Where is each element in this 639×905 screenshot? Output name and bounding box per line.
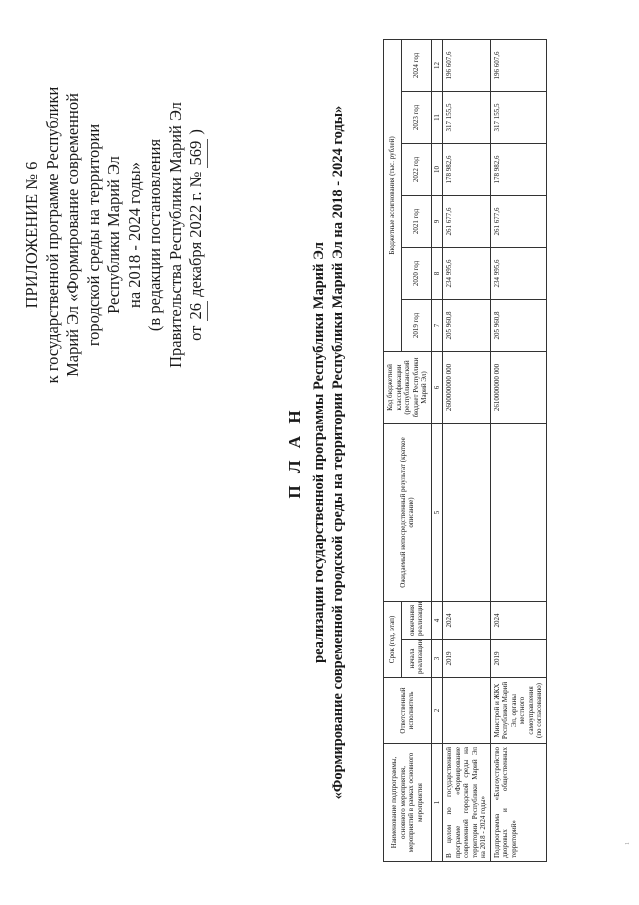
- row-start: 2019: [443, 640, 491, 678]
- row-value: 317 155,5: [490, 91, 546, 143]
- decree-date-line: [186, 15, 208, 455]
- title-subtitle-2: «Формирование современной городской среды на территории Республики Марий Эл на 2018 - 2024 годы»: [330, 105, 346, 800]
- row-executor: [443, 678, 491, 744]
- column-number: 3: [431, 640, 443, 678]
- row-value: 196 607,6: [443, 39, 491, 91]
- row-start: 2019: [490, 640, 546, 678]
- date-rest: декабря 2022 г. №: [186, 171, 205, 297]
- row-code: 2610000000 000: [490, 351, 546, 423]
- appendix-line: ПРИЛОЖЕНИЕ № 6: [22, 161, 41, 309]
- header-term: Срок (год, этап): [384, 601, 402, 677]
- appendix-line: на 2018 - 2024 годы»: [124, 162, 144, 309]
- row-value: 196 607,6: [490, 39, 546, 91]
- row-value: 205 960,8: [490, 299, 546, 351]
- title-subtitle: реализации государственной программы Республики Марий Эл: [311, 242, 327, 663]
- decree-number: 569: [186, 139, 208, 168]
- row-value: 261 677,6: [490, 195, 546, 247]
- row-end: 2024: [443, 601, 491, 639]
- header-year: 2024 год: [402, 39, 431, 91]
- appendix-line: к государственной программе Республики: [42, 86, 62, 384]
- header-term-start: начала реализации: [402, 640, 431, 678]
- appendix-line: Правительства Республики Марий Эл: [165, 102, 185, 368]
- column-number: 7: [431, 299, 443, 351]
- date-day: 26: [186, 301, 208, 322]
- column-number: 4: [431, 601, 443, 639]
- row-value: 317 155,5: [443, 91, 491, 143]
- column-number: 5: [431, 423, 443, 601]
- date-prefix: от: [186, 325, 205, 341]
- column-number: 12: [431, 39, 443, 91]
- column-number: 11: [431, 91, 443, 143]
- header-year: 2023 год: [402, 91, 431, 143]
- header-term-end: окончания реализации: [402, 601, 431, 639]
- appendix-line: городской среды на территории: [83, 123, 103, 347]
- column-number-row: [431, 39, 443, 861]
- title-main: П Л А Н: [285, 406, 304, 499]
- row-name: Подпрограмма «Благоустройство дворовых и общественных территорий»: [490, 744, 546, 862]
- column-number: 10: [431, 143, 443, 195]
- table-row: [490, 39, 546, 861]
- header-budget: Бюджетные ассигнования (тыс. рублей): [384, 39, 402, 351]
- header-year: 2019 год: [402, 299, 431, 351]
- table-row: [443, 39, 491, 861]
- row-code: 2600000000 000: [443, 351, 491, 423]
- row-result: [443, 423, 491, 601]
- row-value: 234 995,6: [490, 247, 546, 299]
- header-name: Наименование подпрограммы, основного мероприятия, мероприятий в рамках основного мероприятия: [384, 744, 432, 862]
- column-number: 1: [431, 744, 443, 862]
- row-value: 234 995,6: [443, 247, 491, 299]
- row-executor: Минстрой и ЖКХ Республики Марий Эл, органы местного самоуправления (по согласованию): [490, 678, 546, 744]
- row-value: 178 982,6: [490, 143, 546, 195]
- header-executor: Ответственный исполнитель: [384, 678, 432, 744]
- header-year: 2021 год: [402, 195, 431, 247]
- page-number: 1: [625, 842, 631, 845]
- header-code: Код бюджетной классификации (республиканский бюджет Республики Марий Эл): [384, 351, 432, 423]
- appendix-header: [22, 15, 208, 455]
- header-year: 2022 год: [402, 143, 431, 195]
- column-number: 8: [431, 247, 443, 299]
- row-result: [490, 423, 546, 601]
- row-name: В целом по государственной программе «Формирование современной городской среды на территории Республики Марий Эл на 2018 - 2024 годы»: [443, 744, 491, 862]
- appendix-line: Республики Марий Эл: [104, 156, 123, 314]
- header-result: Ожидаемый непосредственный результат (краткое описание): [384, 423, 432, 601]
- column-number: 6: [431, 351, 443, 423]
- date-suffix: ): [186, 129, 205, 135]
- document-title: [285, 0, 347, 905]
- row-value: 261 677,6: [443, 195, 491, 247]
- appendix-line: (в редакции постановления: [145, 138, 164, 332]
- plan-table: [383, 39, 547, 862]
- row-value: 205 960,8: [443, 299, 491, 351]
- column-number: 9: [431, 195, 443, 247]
- appendix-line: Марий Эл «Формирование современной: [63, 93, 82, 377]
- column-number: 2: [431, 678, 443, 744]
- row-end: 2024: [490, 601, 546, 639]
- header-year: 2020 год: [402, 247, 431, 299]
- row-value: 178 982,6: [443, 143, 491, 195]
